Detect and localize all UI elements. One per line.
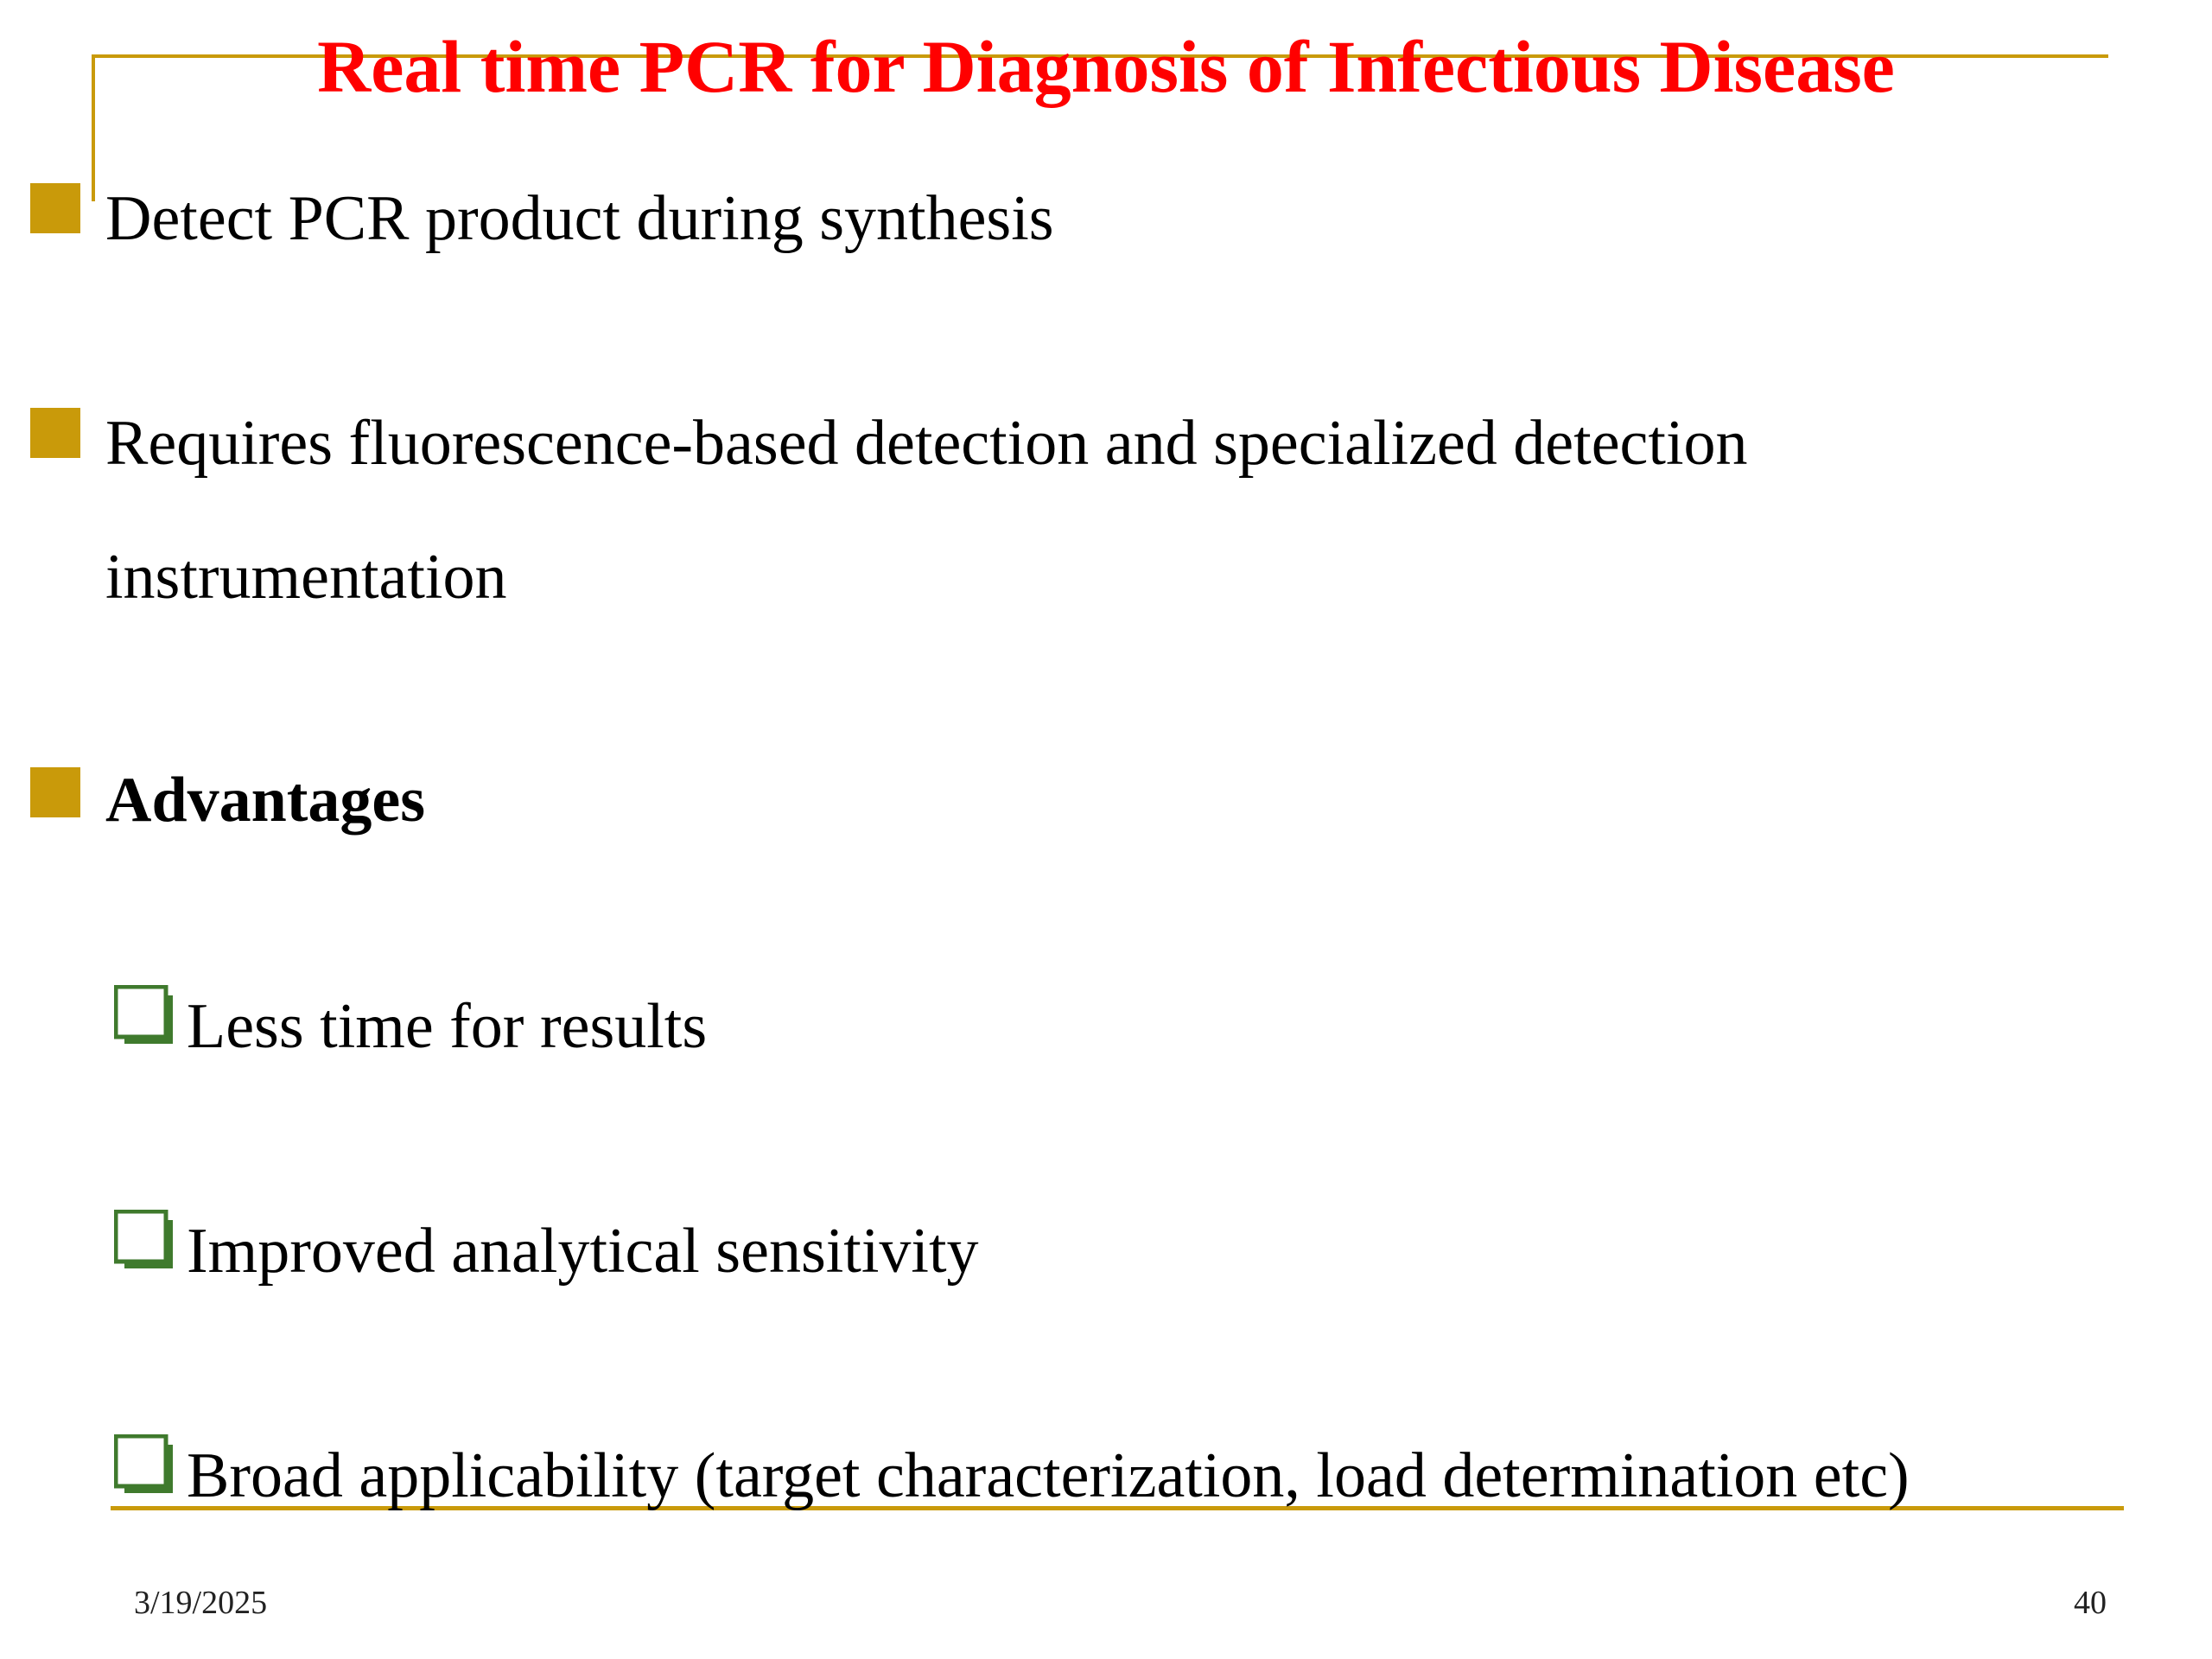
bullet-detect-pcr: Detect PCR product during synthesis: [105, 183, 1054, 254]
square-bullet-icon: [30, 767, 80, 817]
advantage-broad-applicability: Broad applicability (target characterization, load determination etc): [187, 1440, 1910, 1511]
slide-title: Real time PCR for Diagnosis of Infectious Disease: [317, 25, 1895, 108]
bullet-requires-fluorescence-continuation: instrumentation: [105, 542, 507, 613]
checkbox-icon: [114, 1210, 175, 1270]
advantage-improved-sensitivity: Improved analytical sensitivity: [187, 1216, 979, 1287]
advantage-less-time: Less time for results: [187, 991, 708, 1062]
footer-date: 3/19/2025: [134, 1585, 268, 1621]
square-bullet-icon: [30, 183, 80, 233]
checkbox-icon: [114, 1434, 175, 1495]
bullet-requires-fluorescence: Requires fluorescence-based detection and specialized detection: [105, 408, 1748, 479]
checkbox-icon: [114, 985, 175, 1046]
square-bullet-icon: [30, 408, 80, 458]
bullet-advantages-heading: Advantages: [105, 765, 426, 836]
footer-page-number: 40: [2074, 1585, 2107, 1621]
